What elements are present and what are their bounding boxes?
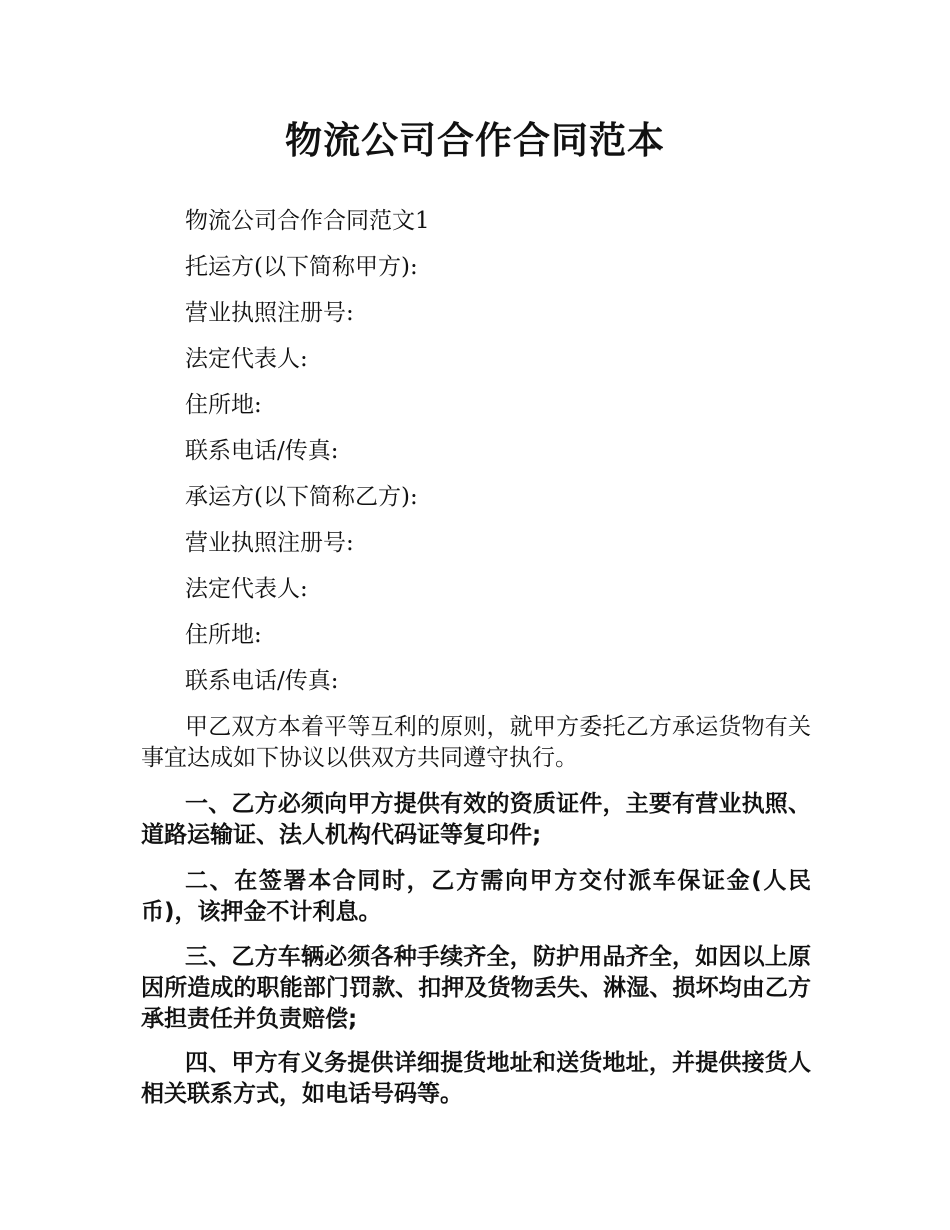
party-a-address-field: 住所地:: [185, 392, 262, 418]
clause-paragraph-4: 四、甲方有义务提供详细提货地址和送货地址，并提供接货人相关联系方式，如电话号码等。: [141, 1050, 811, 1107]
party-a-heading: 托运方(以下简称甲方):: [185, 254, 418, 280]
party-b-heading: 承运方(以下简称乙方):: [185, 484, 418, 510]
subtitle-line: 物流公司合作合同范文1: [185, 208, 430, 234]
party-info-list: [185, 198, 430, 704]
clause-block-2: [141, 866, 811, 928]
intro-paragraph: 甲乙双方本着平等互利的原则，就甲方委托乙方承运货物有关事宜达成如下协议以供双方共同遵守执行。: [141, 714, 811, 771]
party-b-address-field: 住所地:: [185, 622, 262, 648]
clause-block-4: [141, 1048, 811, 1110]
party-b-phone-field: 联系电话/传真:: [185, 668, 339, 694]
clause-paragraph-3: 三、乙方车辆必须各种手续齐全，防护用品齐全，如因以上原因所造成的职能部门罚款、扣押及货物丢失、淋湿、损坏均由乙方承担责任并负责赔偿;: [141, 944, 811, 1032]
party-a-license-field: 营业执照注册号:: [185, 300, 354, 326]
party-b-license-field: 营业执照注册号:: [185, 530, 354, 556]
document-title: 物流公司合作合同范本: [285, 119, 665, 162]
party-a-representative-field: 法定代表人:: [185, 346, 308, 372]
clause-paragraph-2: 二、在签署本合同时，乙方需向甲方交付派车保证金(人民币)，该押金不计利息。: [141, 868, 811, 925]
intro-block: [141, 712, 811, 774]
party-a-phone-field: 联系电话/传真:: [185, 438, 339, 464]
clause-block-1: [141, 789, 811, 851]
party-b-representative-field: 法定代表人:: [185, 576, 308, 602]
clause-block-3: [141, 942, 811, 1035]
clause-paragraph-1: 一、乙方必须向甲方提供有效的资质证件，主要有营业执照、道路运输证、法人机构代码证等复印件;: [141, 791, 811, 848]
